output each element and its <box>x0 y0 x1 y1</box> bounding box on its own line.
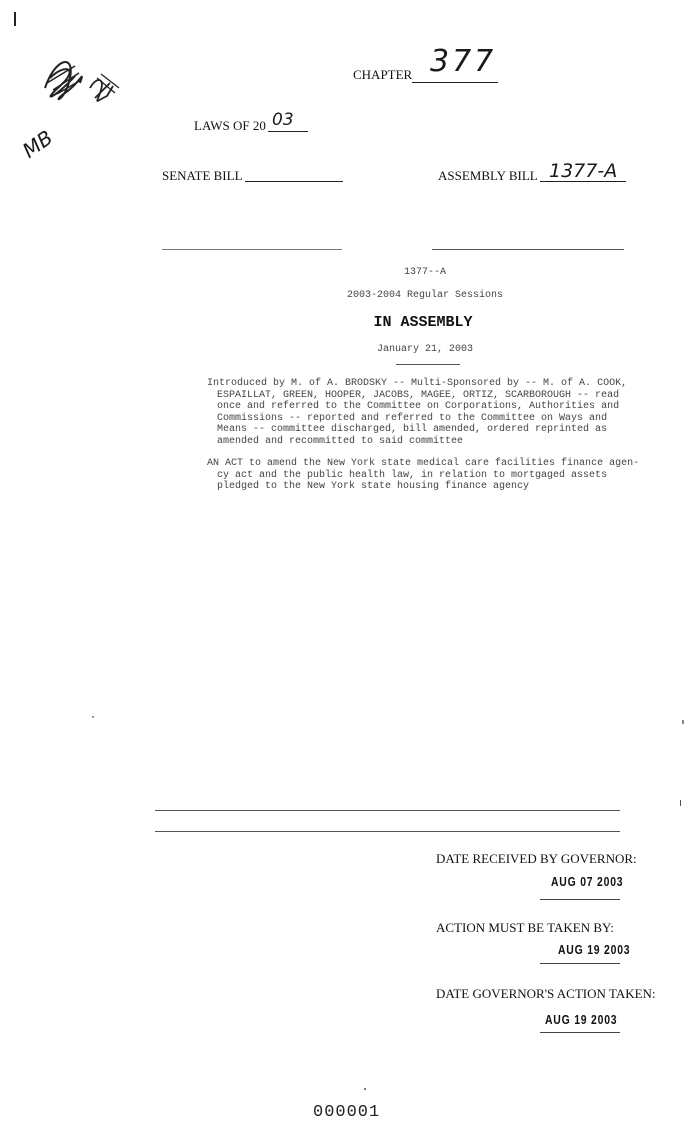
action-by-date-stamp: AUG 19 2003 <box>558 942 631 957</box>
assembly-bill-number: 1377-A <box>549 160 618 182</box>
bill-date: January 21, 2003 <box>376 344 473 355</box>
action-by-label: ACTION MUST BE TAKEN BY: <box>436 920 614 935</box>
chamber-title: IN ASSEMBLY <box>373 314 473 331</box>
assembly-bill-underline <box>540 181 626 182</box>
laws-year: 03 <box>272 110 294 130</box>
chapter-underline <box>412 82 498 83</box>
introduced-paragraph <box>207 378 643 448</box>
margin-initials: MB <box>17 125 58 163</box>
introduced-line: ESPAILLAT, GREEN, HOOPER, JACOBS, MAGEE, ORTIZ, SCARBOROUGH -- read <box>217 389 620 401</box>
scribble-signature <box>35 48 125 118</box>
introduced-line: Introduced by M. of A. BRODSKY -- Multi-Sponsored by -- M. of A. COOK, <box>207 378 628 389</box>
received-date-stamp: AUG 07 2003 <box>551 874 624 889</box>
speck <box>680 800 681 806</box>
bill-number: 1377--A <box>403 267 446 278</box>
act-line: pledged to the New York state housing finance agency <box>217 481 530 493</box>
session-title: 2003-2004 Regular Sessions <box>346 290 504 301</box>
introduced-line: Means -- committee discharged, bill amended, ordered reprinted as <box>217 424 608 436</box>
separator-left <box>162 249 342 250</box>
laws-label: LAWS OF 20 <box>194 118 266 133</box>
received-label: DATE RECEIVED BY GOVERNOR: <box>436 851 637 866</box>
separator-right <box>432 249 624 250</box>
bottom-separator-1 <box>155 810 620 811</box>
page-number: 000001 <box>313 1103 381 1122</box>
senate-bill-label: SENATE BILL <box>162 168 243 183</box>
chapter-number: 377 <box>430 44 497 79</box>
act-line: AN ACT to amend the New York state medical care facilities finance agen- <box>207 458 640 469</box>
act-paragraph <box>207 458 643 493</box>
act-line: cy act and the public health law, in relation to mortgaged assets <box>217 469 608 481</box>
footer-speck <box>364 1088 366 1090</box>
assembly-bill-label: ASSEMBLY BILL <box>438 168 538 183</box>
senate-bill-underline <box>245 181 343 182</box>
bottom-separator-2 <box>155 831 620 832</box>
action-taken-underline <box>540 1032 620 1033</box>
introduced-line: amended and recommitted to said committee <box>217 435 464 447</box>
action-taken-label: DATE GOVERNOR'S ACTION TAKEN: <box>436 986 656 1001</box>
introduced-line: once and referred to the Committee on Corporations, Authorities and <box>217 401 620 413</box>
action-taken-date-stamp: AUG 19 2003 <box>545 1012 618 1027</box>
margin-tick <box>14 12 16 26</box>
received-underline <box>540 899 620 900</box>
speck <box>682 720 684 724</box>
laws-underline <box>268 131 308 132</box>
date-underline <box>396 364 460 365</box>
chapter-label: CHAPTER <box>353 67 413 82</box>
speck <box>92 716 94 718</box>
action-by-underline <box>540 963 620 964</box>
introduced-line: Commissions -- reported and referred to the Committee on Ways and <box>217 412 608 424</box>
